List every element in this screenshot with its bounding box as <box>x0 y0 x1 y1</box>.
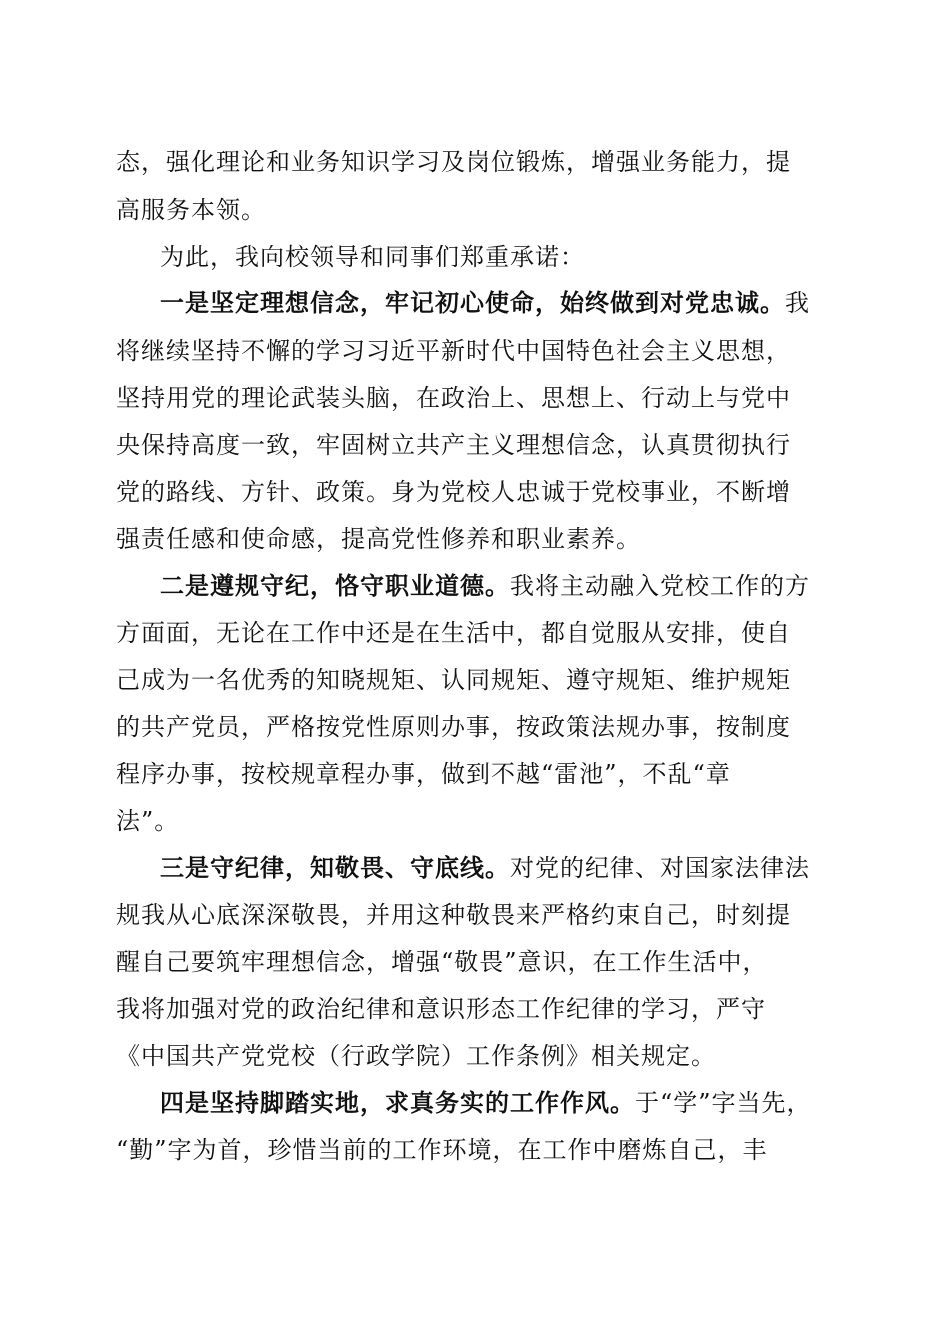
paragraph-line <box>160 288 880 318</box>
paragraph-line: “勤”字为首，珍惜当前的工作环境，在工作中磨炼自己，丰 <box>116 1136 768 1164</box>
paragraph-heading: 四是坚持脚踏实地，求真务实的工作作风。 <box>160 1088 635 1117</box>
paragraph-line <box>160 853 880 883</box>
paragraph-heading: 三是守纪律，知敬畏、守底线。 <box>160 853 510 882</box>
paragraph-line <box>160 1088 880 1118</box>
paragraph-line: 将继续坚持不懈的学习习近平新时代中国特色社会主义思想， <box>116 337 791 365</box>
paragraph-line: 法”。 <box>116 807 180 835</box>
paragraph-line: 的共产党员，严格按党性原则办事，按政策法规办事，按制度 <box>116 713 791 741</box>
paragraph-line: 醒自己要筑牢理想信念，增强“敬畏”意识，在工作生活中， <box>116 948 768 976</box>
paragraph-line: 态，强化理论和业务知识学习及岗位锻炼，增强业务能力，提 <box>116 148 791 176</box>
paragraph-line: 方面面，无论在工作中还是在生活中，都自觉服从安排，使自 <box>116 619 791 647</box>
paragraph-line: 程序办事，按校规章程办事，做到不越“雷池”，不乱“章 <box>116 760 731 788</box>
paragraph-text: 对党的纪律、对国家法律法 <box>510 854 810 882</box>
paragraph-line: 己成为一名优秀的知晓规矩、认同规矩、遵守规矩、维护规矩 <box>116 666 791 694</box>
paragraph-text: 我将主动融入党校工作的方 <box>510 572 810 600</box>
paragraph-heading: 二是遵规守纪，恪守职业道德。 <box>160 571 510 600</box>
paragraph-line: 央保持高度一致，牢固树立共产主义理想信念，认真贯彻执行 <box>116 431 791 459</box>
paragraph-heading: 一是坚定理想信念，牢记初心使命，始终做到对党忠诚。 <box>160 288 785 317</box>
paragraph-line <box>160 571 880 601</box>
paragraph-line: 《中国共产党党校（行政学院）工作条例》相关规定。 <box>116 1042 716 1070</box>
paragraph-line: 高服务本领。 <box>116 196 266 224</box>
paragraph-line: 党的路线、方针、政策。身为党校人忠诚于党校事业，不断增 <box>116 478 791 506</box>
paragraph-text: 我 <box>785 289 810 317</box>
paragraph-line: 为此，我向校领导和同事们郑重承诺： <box>160 243 585 271</box>
paragraph-text: 于“学”字当先， <box>635 1089 812 1117</box>
paragraph-line: 规我从心底深深敬畏，并用这种敬畏来严格约束自己，时刻提 <box>116 901 791 929</box>
paragraph-line: 我将加强对党的政治纪律和意识形态工作纪律的学习，严守 <box>116 995 766 1023</box>
paragraph-line: 强责任感和使命感，提高党性修养和职业素养。 <box>116 525 641 553</box>
paragraph-line: 坚持用党的理论武装头脑，在政治上、思想上、行动上与党中 <box>116 384 791 412</box>
